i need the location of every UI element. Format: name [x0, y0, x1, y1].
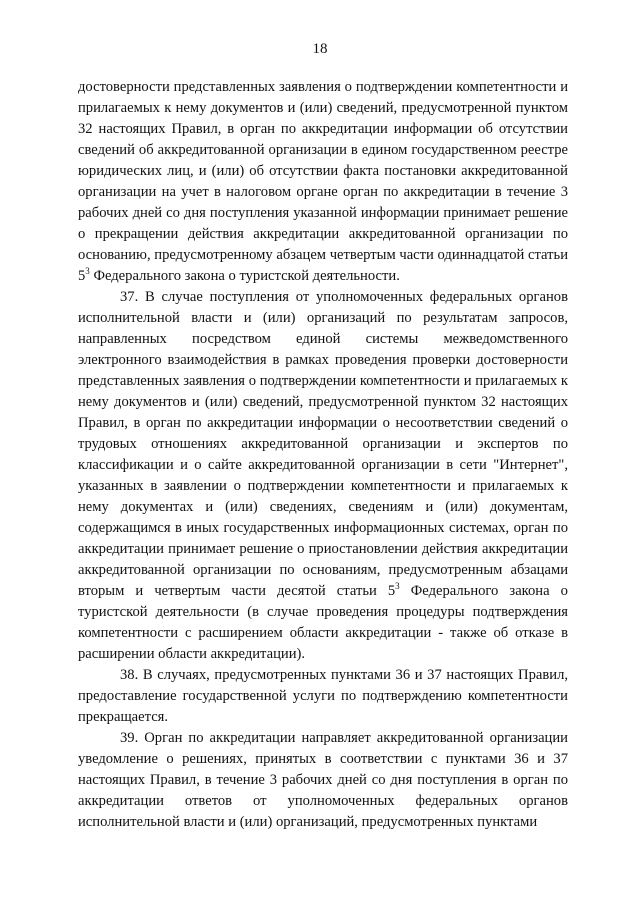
paragraph-item-39 [78, 728, 568, 833]
paragraph-tail: Федерального закона о туристской деятельности. [89, 268, 400, 284]
paragraph-text: достоверности представленных заявления о подтверждении компетентности и прилагаемых к нему документов и (или) сведений, предусмотренной пунктом 32 настоящих Правил, в орган по аккредитации информации об отсутствии сведений об аккредитованной организации в едином государственном реестре юридических лиц, и (или) об отсутствии факта постановки аккредитованной организации на учет в налоговом органе орган по аккредитации в течение 3 рабочих дней со дня поступления указанной информации принимает решение о прекращении действия аккредитации аккредитованной организации по основанию, предусмотренному абзацем четвертым части одиннадцатой статьи 5 [78, 79, 568, 284]
superscript: 3 [395, 581, 400, 592]
paragraph-text: 38. В случаях, предусмотренных пунктами 36 и 37 настоящих Правил, предоставление государственной услуги по подтверждению компетентности прекращается. [78, 667, 568, 725]
paragraph-item-38 [78, 665, 568, 728]
paragraph-tail: Федерального закона о туристской деятельности (в случае проведения процедуры подтверждения компетентности с расширением области аккредитации - также об отказе в расширении области аккредитации). [78, 583, 568, 662]
document-body [78, 77, 568, 833]
paragraph-text: 39. Орган по аккредитации направляет аккредитованной организации уведомление о решениях, принятых в соответствии с пунктами 36 и 37 настоящих Правил, в течение 3 рабочих дней со дня поступления в орган по аккредитации ответов от уполномоченных федеральных органов исполнительной власти и (или) организаций, предусмотренных пунктами [78, 730, 568, 830]
paragraph-text: 37. В случае поступления от уполномоченных федеральных органов исполнительной власти и (или) организаций по результатам запросов, направленных посредством единой системы межведомственного электронного взаимодействия в рамках проведения проверки достоверности представленных заявления о подтверждении компетентности и прилагаемых к нему документов и (или) сведений, предусмотренной пунктом 32 настоящих Правил, в орган по аккредитации информации о несоответствии сведений о трудовых отношениях аккредитованной организации и экспертов по классификации и о сайте аккредитованной организации в сети "Интернет", указанных в заявлении о подтверждении компетентности и прилагаемых к нему документах и (или) сведениях, сведениям и (или) документам, содержащимся в иных государственных информационных системах, орган по аккредитации принимает решение о приостановлении действия аккредитации аккредитованной организации по основаниям, предусмотренным абзацами вторым и четвертым части десятой статьи 5 [78, 289, 568, 599]
page-number: 18 [312, 41, 328, 57]
superscript: 3 [85, 266, 90, 277]
paragraph-continuation [78, 77, 568, 287]
paragraph-item-37 [78, 287, 568, 665]
